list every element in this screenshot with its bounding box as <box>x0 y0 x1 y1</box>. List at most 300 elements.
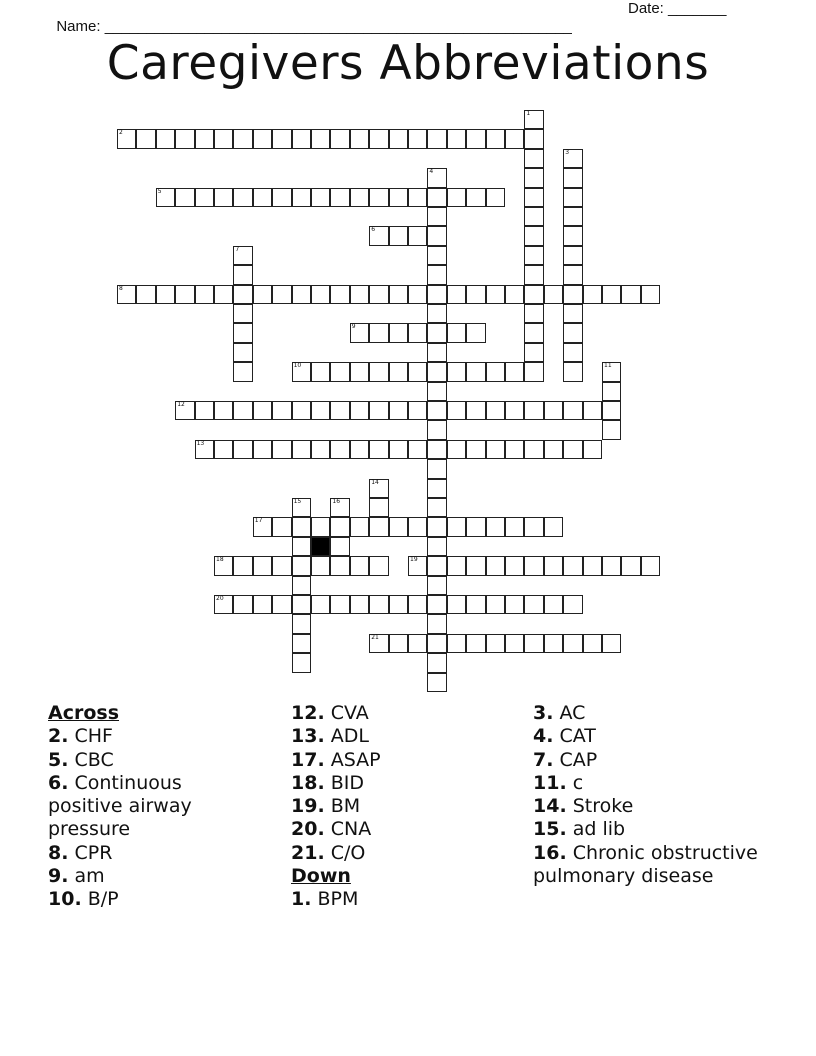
grid-cell[interactable] <box>389 129 408 148</box>
grid-cell[interactable] <box>292 595 311 614</box>
grid-cell[interactable] <box>486 634 505 653</box>
grid-cell[interactable] <box>524 168 543 187</box>
clue-number: 11. <box>533 771 567 794</box>
grid-cell[interactable] <box>233 440 252 459</box>
grid-cell[interactable] <box>427 323 446 342</box>
grid-cell[interactable] <box>408 362 427 381</box>
grid-cell[interactable] <box>253 285 272 304</box>
grid-cell[interactable] <box>602 556 621 575</box>
clue-text: ASAP <box>324 748 381 771</box>
grid-cell[interactable] <box>427 129 446 148</box>
grid-cell[interactable] <box>563 265 582 284</box>
grid-cell[interactable] <box>214 129 233 148</box>
grid-cell[interactable] <box>292 556 311 575</box>
grid-cell[interactable] <box>233 129 252 148</box>
grid-cell[interactable] <box>369 188 388 207</box>
grid-cell[interactable] <box>602 382 621 401</box>
grid-cell[interactable] <box>350 595 369 614</box>
clue-text: CPR <box>68 841 113 864</box>
grid-cell[interactable] <box>563 343 582 362</box>
grid-cell[interactable] <box>427 362 446 381</box>
clue-number: 12. <box>291 702 325 724</box>
grid-cell[interactable] <box>466 556 485 575</box>
grid-cell[interactable] <box>447 401 466 420</box>
grid-cell[interactable] <box>486 285 505 304</box>
grid-cell[interactable] <box>466 440 485 459</box>
clue-text: BM <box>324 795 361 818</box>
grid-cell[interactable] <box>369 129 388 148</box>
grid-cell[interactable] <box>427 595 446 614</box>
grid-cell[interactable] <box>272 401 291 420</box>
grid-cell[interactable] <box>544 401 563 420</box>
grid-cell[interactable] <box>117 129 136 148</box>
grid-cell[interactable] <box>408 517 427 536</box>
grid-cell[interactable] <box>563 556 582 575</box>
grid-cell[interactable] <box>427 246 446 265</box>
grid-cell[interactable] <box>408 595 427 614</box>
grid-cell[interactable] <box>524 556 543 575</box>
clue-text: CAT <box>553 725 596 748</box>
grid-cell[interactable] <box>156 285 175 304</box>
grid-cell[interactable] <box>292 498 311 517</box>
grid-cell[interactable] <box>195 401 214 420</box>
grid-cell[interactable] <box>272 517 291 536</box>
grid-cell[interactable] <box>195 440 214 459</box>
grid-cell[interactable] <box>253 595 272 614</box>
cell-number: 13 <box>196 439 205 447</box>
grid-cell[interactable] <box>544 556 563 575</box>
clue-number: 4. <box>533 725 554 748</box>
clue-item <box>48 865 238 888</box>
grid-cell[interactable] <box>524 323 543 342</box>
grid-cell[interactable] <box>389 188 408 207</box>
clue-number: 9. <box>48 865 69 888</box>
puzzle-title: Caregivers Abbreviations <box>106 36 710 91</box>
grid-cell[interactable] <box>427 479 446 498</box>
grid-cell[interactable] <box>272 556 291 575</box>
grid-cell[interactable] <box>311 556 330 575</box>
grid-cell[interactable] <box>524 246 543 265</box>
grid-cell[interactable] <box>563 188 582 207</box>
grid-cell[interactable] <box>524 362 543 381</box>
grid-cell[interactable] <box>311 362 330 381</box>
grid-cell[interactable] <box>233 265 252 284</box>
grid-cell[interactable] <box>427 653 446 672</box>
clue-number: 2. <box>48 725 69 748</box>
grid-cell[interactable] <box>524 440 543 459</box>
grid-cell[interactable] <box>563 226 582 245</box>
grid-cell[interactable] <box>389 323 408 342</box>
grid-cell[interactable] <box>505 634 524 653</box>
grid-cell[interactable] <box>544 595 563 614</box>
grid-cell[interactable] <box>311 285 330 304</box>
grid-cell[interactable] <box>544 285 563 304</box>
grid-cell[interactable] <box>505 517 524 536</box>
grid-cell[interactable] <box>175 285 194 304</box>
name-field-label: Name: ________________________________________________________ <box>56 18 572 35</box>
grid-cell[interactable] <box>524 226 543 245</box>
grid-cell[interactable] <box>292 576 311 595</box>
grid-cell[interactable] <box>369 362 388 381</box>
grid-cell[interactable] <box>253 129 272 148</box>
grid-cell[interactable] <box>214 556 233 575</box>
grid-cell[interactable] <box>233 188 252 207</box>
grid-cell[interactable] <box>369 401 388 420</box>
clue-number: 1. <box>291 888 312 911</box>
grid-cell[interactable] <box>330 595 349 614</box>
grid-cell[interactable] <box>350 285 369 304</box>
grid-cell[interactable] <box>486 517 505 536</box>
grid-cell[interactable] <box>486 556 505 575</box>
grid-cell[interactable] <box>466 129 485 148</box>
grid-cell[interactable] <box>369 479 388 498</box>
grid-cell[interactable] <box>427 576 446 595</box>
grid-cell[interactable] <box>466 634 485 653</box>
grid-cell[interactable] <box>330 498 349 517</box>
grid-cell[interactable] <box>292 285 311 304</box>
grid-cell[interactable] <box>292 634 311 653</box>
grid-cell[interactable] <box>233 323 252 342</box>
grid-cell[interactable] <box>427 634 446 653</box>
grid-cell[interactable] <box>563 207 582 226</box>
grid-cell[interactable] <box>330 517 349 536</box>
grid-cell[interactable] <box>427 304 446 323</box>
clue-item <box>291 772 491 795</box>
grid-cell[interactable] <box>272 285 291 304</box>
grid-cell[interactable] <box>389 595 408 614</box>
clues-column-2 <box>291 702 491 912</box>
grid-cell[interactable] <box>602 362 621 381</box>
grid-cell[interactable] <box>389 517 408 536</box>
grid-cell[interactable] <box>330 285 349 304</box>
across-heading: Across <box>48 702 120 724</box>
grid-cell[interactable] <box>524 401 543 420</box>
grid-cell[interactable] <box>214 285 233 304</box>
clue-text: Chronic obstructive pulmonary disease <box>533 841 758 888</box>
grid-cell[interactable] <box>272 440 291 459</box>
grid-cell[interactable] <box>369 323 388 342</box>
grid-cell[interactable] <box>272 188 291 207</box>
grid-cell[interactable] <box>253 517 272 536</box>
grid-cell[interactable] <box>311 188 330 207</box>
grid-cell[interactable] <box>524 304 543 323</box>
grid-cell[interactable] <box>427 614 446 633</box>
grid-cell[interactable] <box>389 226 408 245</box>
grid-cell[interactable] <box>369 595 388 614</box>
down-heading: Down <box>291 865 351 888</box>
grid-cell[interactable] <box>389 362 408 381</box>
grid-cell[interactable] <box>505 556 524 575</box>
grid-cell[interactable] <box>408 188 427 207</box>
grid-cell[interactable] <box>583 285 602 304</box>
grid-cell[interactable] <box>136 129 155 148</box>
grid-cell[interactable] <box>330 537 349 556</box>
clue-text: B/P <box>81 888 119 911</box>
grid-cell[interactable] <box>447 129 466 148</box>
grid-cell[interactable] <box>466 188 485 207</box>
grid-cell[interactable] <box>544 517 563 536</box>
grid-cell[interactable] <box>563 149 582 168</box>
grid-cell[interactable] <box>350 362 369 381</box>
clue-number: 21. <box>291 841 325 864</box>
cell-number: 10 <box>293 362 302 370</box>
grid-cell[interactable] <box>389 634 408 653</box>
cell-number: 5 <box>157 187 162 195</box>
grid-cell[interactable] <box>524 110 543 129</box>
grid-cell[interactable] <box>292 653 311 672</box>
grid-cell[interactable] <box>292 440 311 459</box>
grid-cell[interactable] <box>602 634 621 653</box>
grid-cell[interactable] <box>311 595 330 614</box>
grid-cell[interactable] <box>583 634 602 653</box>
grid-cell[interactable] <box>253 556 272 575</box>
grid-cell[interactable] <box>447 556 466 575</box>
grid-cell[interactable] <box>505 362 524 381</box>
grid-cell[interactable] <box>466 595 485 614</box>
grid-cell[interactable] <box>563 634 582 653</box>
grid-cell[interactable] <box>447 440 466 459</box>
grid-cell[interactable] <box>427 401 446 420</box>
grid-cell[interactable] <box>175 401 194 420</box>
grid-cell[interactable] <box>524 149 543 168</box>
grid-cell[interactable] <box>272 595 291 614</box>
grid-cell[interactable] <box>408 285 427 304</box>
grid-cell[interactable] <box>427 673 446 692</box>
clue-number: 10. <box>48 888 82 911</box>
grid-cell[interactable] <box>350 556 369 575</box>
grid-cell[interactable] <box>427 537 446 556</box>
grid-cell[interactable] <box>563 323 582 342</box>
grid-cell[interactable] <box>447 323 466 342</box>
grid-cell[interactable] <box>369 517 388 536</box>
grid-cell[interactable] <box>330 129 349 148</box>
grid-cell[interactable] <box>524 265 543 284</box>
grid-cell[interactable] <box>621 285 640 304</box>
grid-cell[interactable] <box>253 440 272 459</box>
grid-cell[interactable] <box>544 634 563 653</box>
grid-cell[interactable] <box>195 129 214 148</box>
grid-cell[interactable] <box>563 595 582 614</box>
grid-cell[interactable] <box>369 556 388 575</box>
grid-cell[interactable] <box>524 207 543 226</box>
grid-cell[interactable] <box>253 401 272 420</box>
grid-cell[interactable] <box>427 168 446 187</box>
grid-cell[interactable] <box>621 556 640 575</box>
grid-cell[interactable] <box>214 188 233 207</box>
grid-cell[interactable] <box>466 362 485 381</box>
grid-cell[interactable] <box>544 440 563 459</box>
grid-cell[interactable] <box>233 343 252 362</box>
grid-cell[interactable] <box>427 382 446 401</box>
grid-cell[interactable] <box>563 401 582 420</box>
grid-cell[interactable] <box>524 285 543 304</box>
grid-cell[interactable] <box>583 440 602 459</box>
grid-cell[interactable] <box>505 285 524 304</box>
grid-cell[interactable] <box>505 129 524 148</box>
clue-item <box>533 842 773 889</box>
blocked-cell <box>311 537 330 556</box>
grid-cell[interactable] <box>117 285 136 304</box>
grid-cell[interactable] <box>408 226 427 245</box>
grid-cell[interactable] <box>330 362 349 381</box>
grid-cell[interactable] <box>447 595 466 614</box>
grid-cell[interactable] <box>311 401 330 420</box>
grid-cell[interactable] <box>447 634 466 653</box>
grid-cell[interactable] <box>427 188 446 207</box>
grid-cell[interactable] <box>214 401 233 420</box>
grid-cell[interactable] <box>602 401 621 420</box>
grid-cell[interactable] <box>427 440 446 459</box>
grid-cell[interactable] <box>350 188 369 207</box>
cell-number: 3 <box>565 148 570 156</box>
grid-cell[interactable] <box>427 517 446 536</box>
grid-cell[interactable] <box>466 323 485 342</box>
grid-cell[interactable] <box>330 401 349 420</box>
grid-cell[interactable] <box>350 129 369 148</box>
grid-cell[interactable] <box>524 188 543 207</box>
grid-cell[interactable] <box>641 285 660 304</box>
grid-cell[interactable] <box>369 440 388 459</box>
grid-cell[interactable] <box>563 285 582 304</box>
grid-cell[interactable] <box>524 634 543 653</box>
grid-cell[interactable] <box>563 362 582 381</box>
clue-text: CVA <box>324 702 369 724</box>
grid-cell[interactable] <box>466 517 485 536</box>
grid-cell[interactable] <box>427 285 446 304</box>
grid-cell[interactable] <box>447 285 466 304</box>
grid-cell[interactable] <box>292 517 311 536</box>
clue-item <box>533 772 773 795</box>
grid-cell[interactable] <box>233 556 252 575</box>
clue-text: Stroke <box>566 795 634 818</box>
grid-cell[interactable] <box>156 188 175 207</box>
grid-cell[interactable] <box>602 285 621 304</box>
grid-cell[interactable] <box>330 188 349 207</box>
clue-number: 16. <box>533 841 567 864</box>
clue-number: 17. <box>291 748 325 771</box>
grid-cell[interactable] <box>214 595 233 614</box>
grid-cell[interactable] <box>272 129 291 148</box>
grid-cell[interactable] <box>350 440 369 459</box>
grid-cell[interactable] <box>563 304 582 323</box>
grid-cell[interactable] <box>427 556 446 575</box>
grid-cell[interactable] <box>486 129 505 148</box>
grid-cell[interactable] <box>233 595 252 614</box>
grid-cell[interactable] <box>486 362 505 381</box>
grid-cell[interactable] <box>389 440 408 459</box>
grid-cell[interactable] <box>408 440 427 459</box>
cell-number: 12 <box>177 401 185 408</box>
grid-cell[interactable] <box>330 440 349 459</box>
grid-cell[interactable] <box>408 129 427 148</box>
grid-cell[interactable] <box>195 188 214 207</box>
grid-cell[interactable] <box>350 323 369 342</box>
grid-cell[interactable] <box>156 129 175 148</box>
grid-cell[interactable] <box>427 498 446 517</box>
grid-cell[interactable] <box>447 517 466 536</box>
grid-cell[interactable] <box>408 401 427 420</box>
clue-item <box>48 842 238 865</box>
grid-cell[interactable] <box>505 440 524 459</box>
grid-cell[interactable] <box>389 401 408 420</box>
grid-cell[interactable] <box>350 517 369 536</box>
grid-cell[interactable] <box>505 595 524 614</box>
grid-cell[interactable] <box>292 537 311 556</box>
grid-cell[interactable] <box>292 129 311 148</box>
grid-cell[interactable] <box>524 595 543 614</box>
grid-cell[interactable] <box>563 440 582 459</box>
grid-cell[interactable] <box>524 129 543 148</box>
grid-cell[interactable] <box>292 614 311 633</box>
grid-cell[interactable] <box>447 362 466 381</box>
clue-item <box>48 888 238 911</box>
grid-cell[interactable] <box>641 556 660 575</box>
grid-cell[interactable] <box>466 401 485 420</box>
grid-cell[interactable] <box>583 556 602 575</box>
grid-cell[interactable] <box>369 226 388 245</box>
grid-cell[interactable] <box>447 188 466 207</box>
grid-cell[interactable] <box>563 246 582 265</box>
grid-cell[interactable] <box>233 401 252 420</box>
grid-cell[interactable] <box>408 556 427 575</box>
grid-cell[interactable] <box>563 168 582 187</box>
grid-cell[interactable] <box>408 323 427 342</box>
grid-cell[interactable] <box>486 440 505 459</box>
grid-cell[interactable] <box>389 285 408 304</box>
grid-cell[interactable] <box>292 362 311 381</box>
grid-cell[interactable] <box>408 634 427 653</box>
grid-cell[interactable] <box>505 401 524 420</box>
grid-cell[interactable] <box>427 459 446 478</box>
grid-cell[interactable] <box>583 401 602 420</box>
grid-cell[interactable] <box>369 498 388 517</box>
grid-cell[interactable] <box>311 440 330 459</box>
grid-cell[interactable] <box>292 188 311 207</box>
grid-cell[interactable] <box>369 634 388 653</box>
grid-cell[interactable] <box>214 440 233 459</box>
grid-cell[interactable] <box>427 343 446 362</box>
grid-cell[interactable] <box>369 285 388 304</box>
grid-cell[interactable] <box>233 246 252 265</box>
grid-cell[interactable] <box>427 265 446 284</box>
grid-cell[interactable] <box>427 207 446 226</box>
grid-cell[interactable] <box>486 188 505 207</box>
grid-cell[interactable] <box>602 420 621 439</box>
clue-item <box>533 818 773 841</box>
grid-cell[interactable] <box>486 401 505 420</box>
grid-cell[interactable] <box>427 420 446 439</box>
grid-cell[interactable] <box>195 285 214 304</box>
grid-cell[interactable] <box>233 285 252 304</box>
grid-cell[interactable] <box>524 517 543 536</box>
grid-cell[interactable] <box>330 556 349 575</box>
grid-cell[interactable] <box>292 401 311 420</box>
grid-cell[interactable] <box>486 595 505 614</box>
grid-cell[interactable] <box>233 362 252 381</box>
grid-cell[interactable] <box>253 188 272 207</box>
grid-cell[interactable] <box>233 304 252 323</box>
grid-cell[interactable] <box>350 401 369 420</box>
grid-cell[interactable] <box>175 129 194 148</box>
grid-cell[interactable] <box>311 517 330 536</box>
clue-text: CBC <box>68 748 114 771</box>
grid-cell[interactable] <box>311 129 330 148</box>
grid-cell[interactable] <box>175 188 194 207</box>
grid-cell[interactable] <box>136 285 155 304</box>
grid-cell[interactable] <box>466 285 485 304</box>
grid-cell[interactable] <box>427 226 446 245</box>
grid-cell[interactable] <box>524 343 543 362</box>
